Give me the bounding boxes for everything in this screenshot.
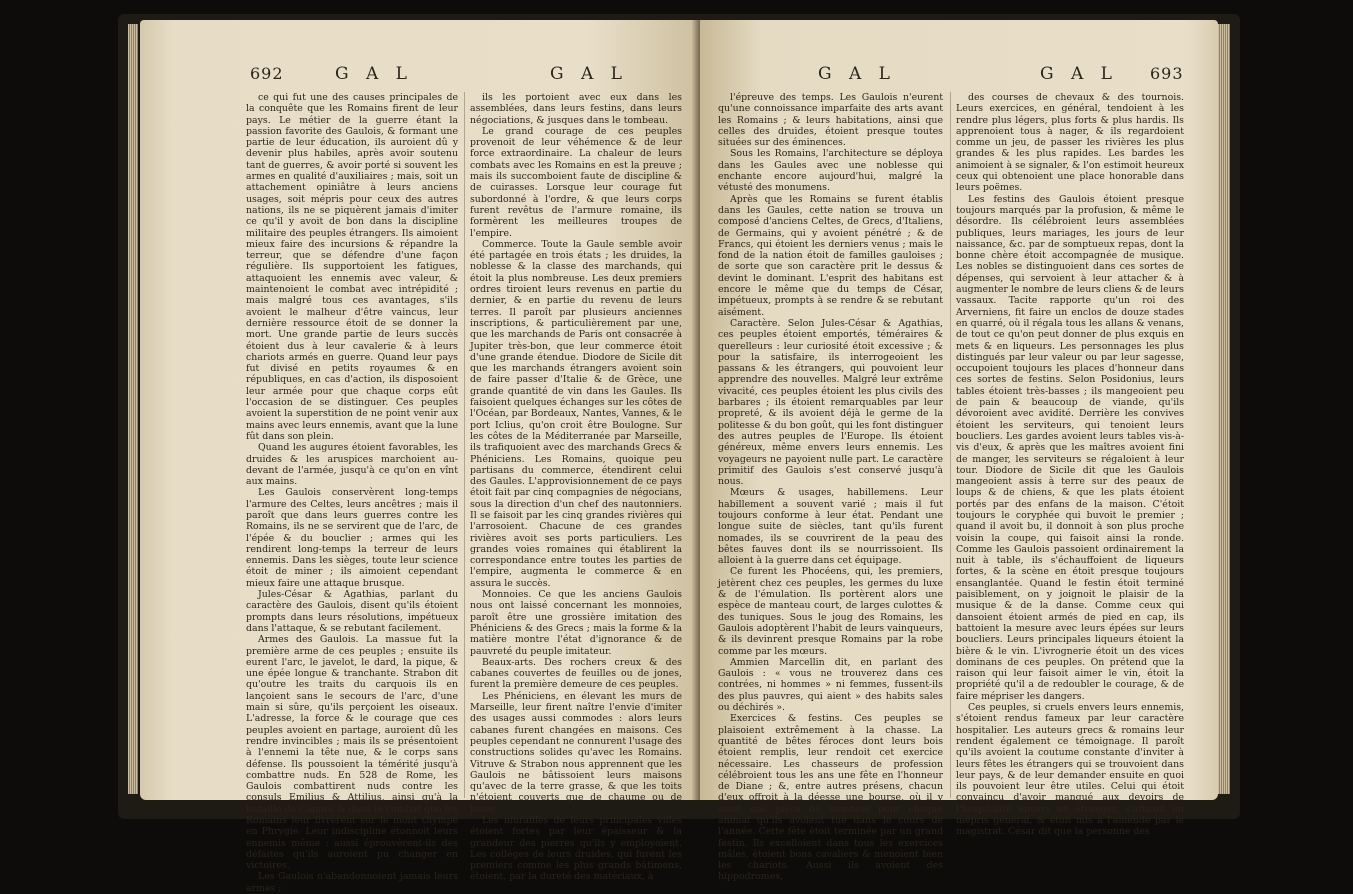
paragraph: Armes des Gaulois. La massue fut la première arme de ces peuples ; ensuite ils eurent l'arc, le javelot, le dard, la pique, & une épée longue & tranchante. Strabon dit qu'outre les traits du carquois ils en lançoient sans le secours de l'arc, d'une main si sûre, qu'ils perçoient les oiseaux. L'adresse, la force & le courage que ces peuples avoient en partage, auroient dû les rendre invincibles ; mais ils se présentoient à l'ennemi la tête nue, & le corps sans défense. Ils poussoient la témérité jusqu'à combattre nuds. En 528 de Rome, les Gaulois combattirent nuds contre les consuls Emilius & Attilius, ainsi qu'à la bataille de Cannes & dans le combat que les Romains leur livrèrent sur le mont Olympe en Phrygie. Leur indiscipline étonnoit leurs ennemis même : aussi éprouvèrent-ils des défaites qu'ils auroient pu changer en victoires. <box>246 634 458 872</box>
right-page-edges <box>1218 24 1230 794</box>
paragraph: l'épreuve des temps. Les Gaulois n'eurent qu'une connoissance imparfaite des arts avant les Romains ; & leurs habitations, ainsi que celles des druides, étoient presque toutes situées sur des éminences. <box>718 92 943 149</box>
paragraph: Quand les augures étoient favorables, les druides & les aruspices marchoient au-devant de l'armée, jusqu'à ce qu'on en vînt aux mains. <box>246 442 458 488</box>
right-page-column-1 <box>718 92 943 883</box>
running-head-right: G A L <box>818 64 896 84</box>
column-divider-right <box>950 92 951 798</box>
page-number-right: 693 <box>1150 64 1184 83</box>
right-page <box>700 20 1218 883</box>
paragraph: Beaux-arts. Des rochers creux & des cabanes couvertes de feuilles ou de jones, furent la première demeure de ces peuples. <box>470 656 682 691</box>
right-page-column-2 <box>956 92 1184 838</box>
paragraph: ils les portoient avec eux dans les assemblées, dans leurs festins, dans leurs négociations, & jusques dans le tombeau. <box>470 92 682 126</box>
left-page-column-1 <box>246 92 458 894</box>
paragraph: Sous les Romains, l'architecture se déploya dans les Gaules avec une noblesse qui enchante encore aujourd'hui, malgré la vétusté des monumens. <box>718 148 943 194</box>
paragraph: Les Gaulois n'abandonnoient jamais leurs armes ; <box>246 871 458 894</box>
paragraph: Les festins des Gaulois étoient presque toujours marqués par la profusion, & même le désordre. Ils célébroient leurs assemblées publiques, leurs mariages, les jours de leur naissance, &c. par de somptueux repas, dont la bonne chère étoit accompagnée de musique. Les nobles se distinguoient dans ces sortes de dépenses, qui servoient à leur attacher & à augmenter le nombre de leurs cliens & de leurs vassaux. Tacite rapporte qu'un roi des Arverniens, fit faire un enclos de douze stades en quarré, où il régala tous les allans & venans, de tout ce qu'on peut donner de plus exquis en mets & en liqueurs. Les personnages les plus distingués par leur valeur ou par leur sagesse, occupoient toujours les places d'honneur dans ces sortes de festins. Selon Posidonius, leurs tables étoient très-basses ; ils mangeoient peu de pain & beaucoup de viande, qu'ils dévoroient avec avidité. Derrière les convives étoient les serviteurs, qui tenoient leurs boucliers. Les gardes avoient leurs tables vis-à-vis d'eux, & après que les maîtres avoient fini de manger, les serviteurs se régaloient à leur tour. Diodore de Sicile dit que les Gaulois mangeoient assis à terre sur des peaux de loups & de chiens, & que les plats étoient portés par des enfans de la maison. C'étoit toujours le coryphée qui buvoit le premier ; quand il avoit bu, il donnoit à son plus proche voisin la coupe, qui faisoit ainsi la ronde. Comme les Gaulois passoient ordinairement la nuit à table, ils s'échauffoient de liqueurs fortes, & la scène en étoit presque toujours ensanglantée. Quand le festin étoit terminé paisiblement, on y joignoit le plaisir de la musique & de la danse. Comme ceux qui dansoient étoient armés de pied en cap, ils battoient la mesure avec leurs épées sur leurs boucliers. Leurs principales liqueurs étoient la bière & le vin. L'ivrognerie étoit un des vices dominans de ces peuples. On prétend que la raison qui leur faisoit aimer le vin, étoit la propriété qu'il a de redoubler le courage, & de faire mépriser les dangers. <box>956 193 1184 702</box>
running-head-left: G A L <box>335 64 413 84</box>
paragraph: des courses de chevaux & des tournois. Leurs exercices, en général, tendoient à les rendre plus légers, plus forts & plus hardis. Ils apprenoient tous à nager, & ils regardoient comme un jeu, de passer les rivières les plus grandes & les plus rapides. Les bardes les animoient à se signaler, & l'on estimoit heureux ceux qui obtenoient une place honorable dans leurs poëmes. <box>956 92 1184 194</box>
paragraph: Jules-César & Agathias, parlant du caractère des Gaulois, disent qu'ils étoient prompts dans leurs résolutions, impétueux dans l'attaque, & se rebutant facilement. <box>246 589 458 634</box>
left-page <box>140 20 700 894</box>
right-page-header <box>700 64 1218 86</box>
paragraph: Les Phéniciens, en élevant les murs de Marseille, leur firent naître l'envie d'imiter des usages aussi commodes : alors leurs cabanes furent changées en maisons. Ces peuples cependant ne connurent l'usage des constructions solides qu'avec les Romains. Vitruve & Strabon nous apprennent que les Gaulois ne bâtissoient leurs maisons qu'avec de la terre grasse, & que les toits n'étoient couverts que de chaume ou de jones. <box>470 690 682 815</box>
paragraph: Exercices & festins. Ces peuples se plaisoient extrêmement à la chasse. La quantité de bêtes féroces dont leurs bois étoient remplis, leur rendoit cet exercice nécessaire. Les chasseurs de profession célébroient tous les ans une fête en l'honneur de Diane ; &, entre autres présens, chacun d'eux offroit à la déesse une bourse, où il y avoit une pièce de monnoie pour chaque animal qu'ils avoient tué dans le cours de l'année. Cette fête étoit terminée par un grand festin. Ils excelloient dans tous les exercices mâles, étoient bons cavaliers & menoient bien les chariots. Aussi ils avoient des hippodromes, <box>718 713 943 883</box>
running-head-left-2: G A L <box>550 64 628 84</box>
paragraph: ce qui fut une des causes principales de la conquête que les Romains firent de leur pays. Le métier de la guerre étant la passion favorite des Gaulois, & formant une partie de leur éducation, ils auroient dû y devenir plus habiles, après avoir soutenu tant de guerres, & avoir porté si souvent les armes en qualité d'auxiliaires ; mais, soit un attachement opiniâtre à leurs anciens usages, soit mépris pour ceux des autres nations, ils ne se piquèrent jamais d'imiter ce qu'il y avoit de bon dans la discipline militaire des peuples étrangers. Ils aimoient mieux faire des incursions & répandre la terreur, que se défendre d'une façon régulière. Ils supportoient les fatigues, attaquoient les ennemis avec valeur, & maintenoient le combat avec intrépidité ; mais malgré tous ces avantages, s'ils avoient le malheur d'être vaincus, leur dernière ressource étoit de se donner la mort. Une grande partie de leurs succès étoient dus à leur cavalerie & à leurs chariots armés en guerre. Quand leur pays fut divisé en petits royaumes & en républiques, en cas d'action, ils disposoient leur armée pour que chaque corps eût l'occasion de se distinguer. Ces peuples avoient la superstition de ne point venir aux mains avec leurs ennemis, avant que la lune fût dans son plein. <box>246 92 458 442</box>
paragraph: Ammien Marcellin dit, en parlant des Gaulois : « vous ne trouverez dans ces contrées, ni hommes » ni femmes, fussent-ils des plus pauvres, qui aient » des habits sales ou déchirés ». <box>718 656 943 714</box>
left-page-edges <box>128 24 138 794</box>
paragraph: Mœurs & usages, habillemens. Leur habillement a souvent varié ; mais il fut toujours conforme à leur état. Pendant une longue suite de siècles, tant qu'ils furent nomades, ils se couvrirent de la peau des bêtes fauves dont ils se nourrissoient. Ils alloient à la guerre dans cet équipage. <box>718 487 943 567</box>
paragraph: Monnoies. Ce que les anciens Gaulois nous ont laissé concernant les monnoies, paroît être une grossière imitation des Phéniciens & des Grecs ; mais la forme & la matière montre l'état d'ignorance & de pauvreté du peuple imitateur. <box>470 589 682 657</box>
paragraph: Ces peuples, si cruels envers leurs ennemis, s'étoient rendus fameux par leur caractère hospitalier. Les auteurs grecs & romains leur rendent également ce témoignage. Il paroît qu'ils avoient la coutume constante d'inviter à leurs fêtes les étrangers qui se trouvoient dans leur pays, & de leur demander ensuite en quoi ils pouvoient leur être utiles. Celui qui étoit convaincu d'avoir manqué aux devoirs de l'hospitalité envers un étranger, s'attiroit un mépris général, & étoit mis à l'amende par le magistrat. César dit que la personne des <box>956 702 1184 838</box>
running-head-right-2: G A L <box>1040 64 1118 84</box>
paragraph: Ce furent les Phocéens, qui, les premiers, jetèrent chez ces peuples, les germes du luxe & de l'émulation. Ils portèrent alors une espèce de manteau court, de larges culottes & des tuniques. Sous le joug des Romains, les Gaulois adoptèrent l'habit de leurs vainqueurs, & ils devinrent presque Romains par la robe comme par les mœurs. <box>718 566 943 657</box>
paragraph: Les Gaulois conservèrent long-temps l'armure des Celtes, leurs ancêtres ; mais il paroît que dans leurs guerres contre les Romains, ils ne se servirent que de l'arc, de l'épée & du bouclier ; armes qui les rendirent long-temps la terreur de leurs ennemis. Dans les sièges, toute leur science étoit de miner ; ils aimoient cependant mieux faire une attaque brusque. <box>246 487 458 589</box>
page-number-left: 692 <box>250 64 284 83</box>
paragraph: Le grand courage de ces peuples provenoit de leur véhémence & de leur force extraordinaire. La chaleur de leurs combats avec les Romains en est la preuve ; mais ils succomboient faute de discipline & de cuirasses. Lorsque leur courage fut subordonné à l'ordre, & que leurs corps furent revêtus de l'armure romaine, ils formèrent les meilleures troupes de l'empire. <box>470 125 682 239</box>
left-page-header <box>140 64 700 86</box>
column-divider-left <box>464 92 465 798</box>
paragraph: Caractère. Selon Jules-César & Agathias, ces peuples étoient emportés, téméraires & querelleurs : leur curiosité étoit excessive ; & pour la satisfaire, ils interrogeoient les passans & les étrangers, qui pouvoient leur apprendre des nouvelles. Malgré leur extrême vivacité, ces peuples étoient les plus civils des barbares ; ils étoient remarquables par leur propreté, & ils avoient déjà le germe de la politesse & du bon goût, qui les font distinguer des autres peuples de l'Europe. Ils étoient généreux, même envers leurs ennemis. Les voyageurs ne payoient nulle part. Le caractère primitif des Gaulois s'est conservé jusqu'à nous. <box>718 317 943 488</box>
left-page-column-2 <box>470 92 682 883</box>
paragraph: Après que les Romains se furent établis dans les Gaules, cette nation se trouva un composé d'anciens Celtes, de Grecs, d'Italiens, de Germains, qui y avoient pénétré ; & de Francs, qui étoient les derniers venus ; mais le fond de la nation étoit de familles gauloises ; de sorte que son caractère prit le dessus & devint le dominant. L'esprit des habitans est encore le même que du temps de César, impétueux, prompts à se rendre & se rebutant aisément. <box>718 193 943 318</box>
paragraph: Commerce. Toute la Gaule semble avoir été partagée en trois états ; les druides, la noblesse & la classe des marchands, qui étoit la plus nombreuse. Les deux premiers ordres tiroient leurs revenus en partie du dernier, & en partie du revenu de leurs terres. Il paroît par plusieurs anciennes inscriptions, & particulièrement par une, que les marchands de Paris ont consacrée à Jupiter très-bon, que leur commerce étoit d'une grande étendue. Diodore de Sicile dit que les marchands étrangers avoient soin de faire passer d'Italie & de Grèce, une grande quantité de vin dans les Gaules. Ils faisoient quelques échanges sur les côtes de l'Océan, par Bordeaux, Nantes, Vannes, & le port Iclius, qu'on croit être Boulogne. Sur les côtes de la Méditerranée par Marseille, ils trafiquoient avec des marchands Grecs & Phéniciens. Les Romains, quoique peu partisans du commerce, étendirent celui des Gaules. L'approvisionnement de ce pays étoit fait par cinq compagnies de négocians, sous la direction d'un chef des nautonniers. Il se faisoit par les cinq grandes rivières qui l'arrosoient. Chacune de ces grandes rivières avoit ses ports particuliers. Les grandes voies romaines qui établirent la correspondance entre toutes les parties de l'empire, augmenta le commerce & en assura le succès. <box>470 238 682 589</box>
paragraph: Les murailles de leurs principales villes étoient fortes par leur épaisseur & la grandeur des pierres qu'ils y employoient. Les colléges de leurs druides, qui furent les premiers comme les plus grands bâtimens, étoient, par la dureté des matériaux, à <box>470 815 682 883</box>
